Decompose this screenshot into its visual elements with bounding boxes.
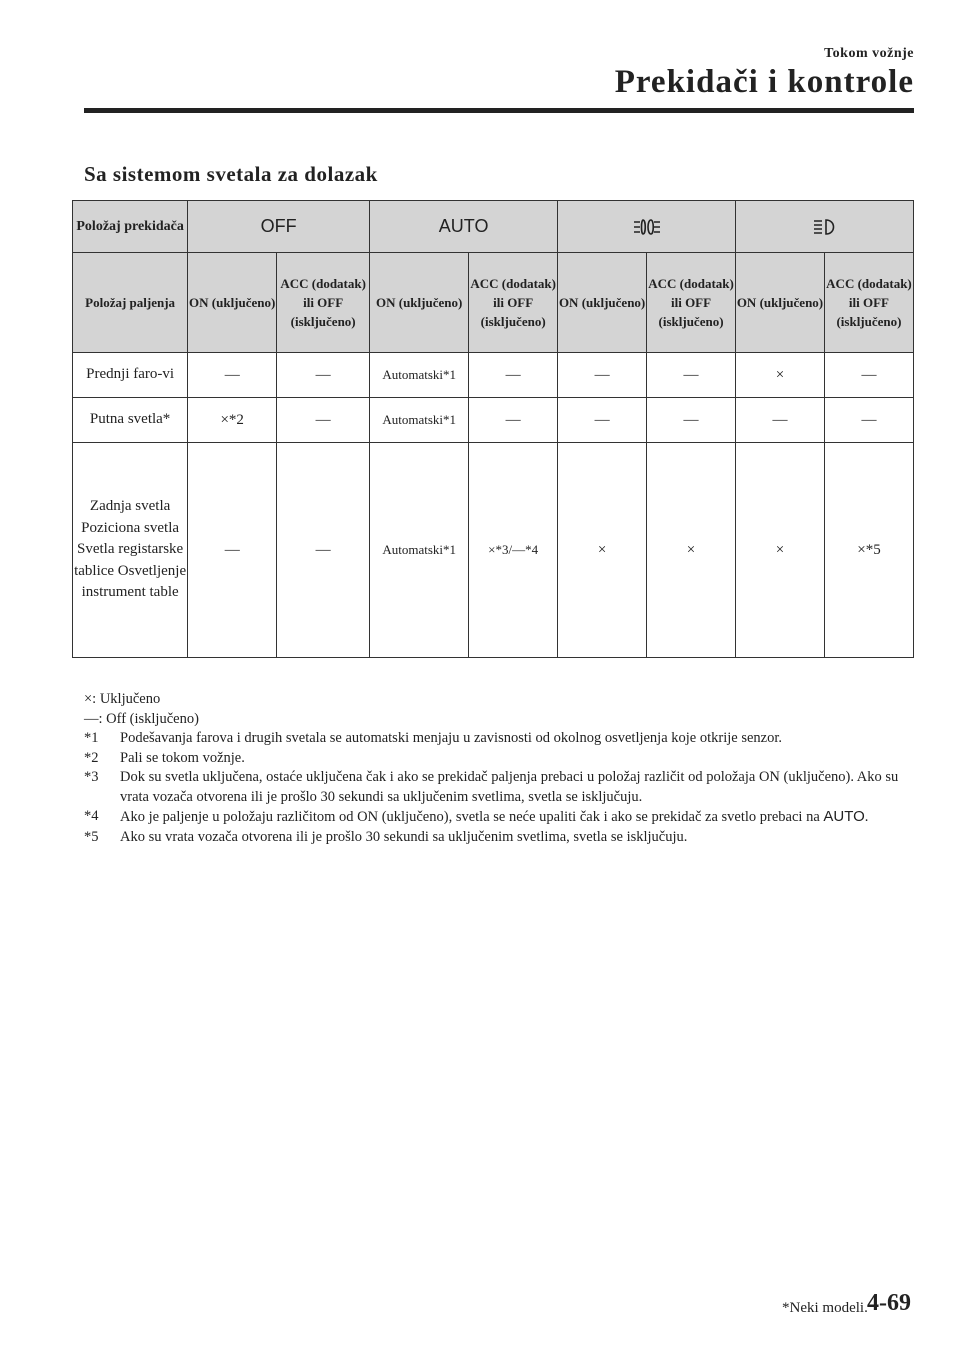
footnote-mark: *4: [84, 808, 99, 824]
footnote-text: Pali se tokom vožnje.: [120, 749, 245, 766]
table-cell: —: [277, 398, 370, 443]
mode-off-header: OFF: [188, 201, 370, 253]
table-row: [73, 443, 914, 658]
ignition-acc-header: ACC (dodatak) ili OFF (isključeno): [469, 253, 558, 353]
table-cell: ×*2: [188, 398, 277, 443]
ignition-on-header: ON (uključeno): [188, 253, 277, 353]
ignition-on-header: ON (uključeno): [370, 253, 469, 353]
row-label: Prednji faro-vi: [73, 353, 188, 398]
table-cell: ×: [736, 443, 825, 658]
ignition-on-header: ON (uključeno): [736, 253, 825, 353]
table-cell: —: [736, 398, 825, 443]
table-cell: —: [824, 353, 913, 398]
legend-on: ×: Uključeno: [84, 691, 161, 707]
footnote-mark: *3: [84, 769, 99, 785]
footnote: [84, 807, 914, 828]
chapter-title: Prekidači i kontrole: [614, 64, 914, 100]
table-cell: ×: [647, 443, 736, 658]
table-cell: —: [558, 398, 647, 443]
table-cell: —: [647, 398, 736, 443]
table-row: [73, 398, 914, 443]
table-cell: —: [647, 353, 736, 398]
table-cell: ×*3/—*4: [469, 443, 558, 658]
table-cell: ×: [558, 443, 647, 658]
ignition-on-header: ON (uključeno): [558, 253, 647, 353]
table-notes: [84, 690, 914, 847]
footnote-text: Ako je paljenje u položaju različitom od ON (uključeno), svetla se neće upaliti čak i ako se prekidač za svetlo prebaci na: [120, 809, 820, 825]
footnote: [84, 768, 914, 807]
table-cell: —: [277, 353, 370, 398]
ignition-acc-header: ACC (dodatak) ili OFF (isključeno): [277, 253, 370, 353]
ignition-acc-header: ACC (dodatak) ili OFF (isključeno): [824, 253, 913, 353]
switch-position-header: Položaj prekidača: [73, 201, 188, 253]
footnote: [84, 828, 914, 848]
table-cell: ×*5: [824, 443, 913, 658]
section-title: Sa sistemom svetala za dolazak: [84, 162, 378, 186]
footnote-body: [120, 807, 914, 828]
footnote: [84, 729, 914, 749]
table-cell: —: [277, 443, 370, 658]
headlight-icon: [812, 217, 838, 237]
lighting-table: [72, 200, 914, 658]
table-cell: Automatski*1: [370, 398, 469, 443]
table-cell: —: [469, 398, 558, 443]
footnote-text: Ako su vrata vozača otvorena ili je prošlo 30 sekundi sa uključenim svetlima, svetla se isključuju.: [120, 828, 688, 845]
footer-note: *Neki modeli.: [782, 1300, 868, 1316]
table-cell: —: [558, 353, 647, 398]
table-cell: —: [469, 353, 558, 398]
parking-lights-icon: [632, 217, 662, 237]
footnote-text: Podešavanja farova i drugih svetala se automatski menjaju u zavisnosti od okolnog osvetljenja koje otkrije senzor.: [120, 730, 783, 746]
table-cell: ×: [736, 353, 825, 398]
table-cell: —: [188, 443, 277, 658]
legend-off: —: Off (isključeno): [84, 710, 199, 727]
table-cell: Automatski*1: [370, 353, 469, 398]
footnote-mark: *2: [84, 749, 99, 766]
mode-auto-header: AUTO: [370, 201, 558, 253]
footnote: [84, 749, 914, 769]
ignition-position-header: Položaj paljenja: [73, 253, 188, 353]
auto-label: AUTO: [823, 808, 865, 825]
row-label: Zadnja svetla Poziciona svetla Svetla registarske tablice Osvetljenje instrument table: [73, 443, 188, 658]
ignition-acc-header: ACC (dodatak) ili OFF (isključeno): [647, 253, 736, 353]
table-row: [73, 353, 914, 398]
footnote-mark: *1: [84, 730, 99, 746]
row-label: Putna svetla*: [73, 398, 188, 443]
header-rule: [84, 108, 914, 113]
headlight-header: [736, 201, 914, 253]
table-cell: —: [824, 398, 913, 443]
table-cell: —: [188, 353, 277, 398]
footnote-text: Dok su svetla uključena, ostaće uključena čak i ako se prekidač paljenja prebaci u položaj različit od položaja ON (uključeno). Ako su vrata vozača otvorena ili je prošlo 30 sekundi sa uključenim svetlima, svetla se isključuju.: [120, 769, 899, 805]
footnote-end: .: [864, 809, 869, 825]
chapter-subtitle: Tokom vožnje: [824, 46, 914, 61]
page-number: 4-69: [867, 1290, 911, 1316]
parking-lights-header: [558, 201, 736, 253]
footnote-mark: *5: [84, 828, 99, 845]
table-cell: Automatski*1: [370, 443, 469, 658]
